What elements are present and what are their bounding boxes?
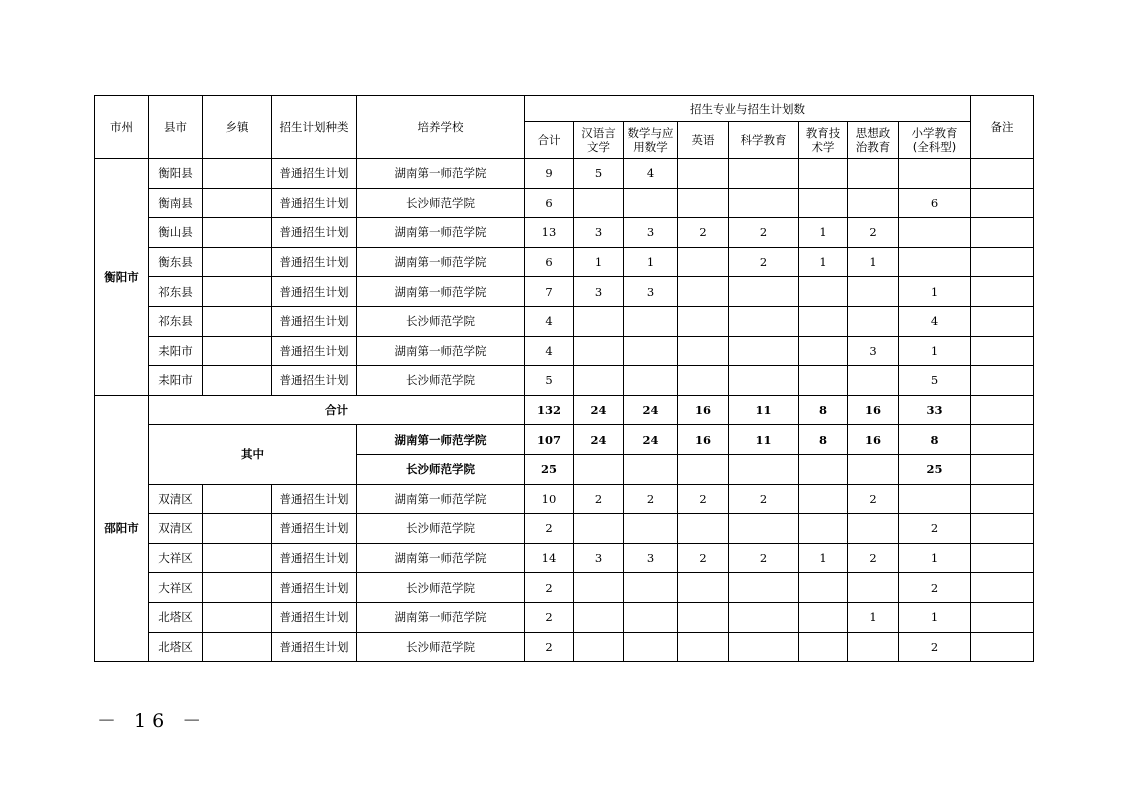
count-cell: 2 — [525, 573, 574, 603]
header-plan-type: 招生计划种类 — [272, 96, 357, 159]
county-cell: 大祥区 — [149, 573, 203, 603]
remark-cell — [971, 336, 1034, 366]
count-cell: 3 — [624, 218, 678, 248]
count-cell: 1 — [899, 336, 971, 366]
count-cell — [624, 366, 678, 396]
school-cell: 长沙师范学院 — [357, 632, 525, 662]
town-cell — [203, 602, 272, 632]
school-cell: 湖南第一师范学院 — [357, 543, 525, 573]
count-cell: 2 — [899, 573, 971, 603]
count-cell — [848, 188, 899, 218]
count-cell — [799, 573, 848, 603]
subtotal-count-cell: 8 — [899, 425, 971, 455]
count-cell: 2 — [848, 218, 899, 248]
header-major: 汉语言 文学 — [574, 122, 624, 159]
school-cell: 湖南第一师范学院 — [357, 247, 525, 277]
count-cell — [678, 188, 729, 218]
plan-type-cell: 普通招生计划 — [272, 247, 357, 277]
total-count-cell: 11 — [729, 395, 799, 425]
subtotal-school-cell: 湖南第一师范学院 — [357, 425, 525, 455]
town-cell — [203, 188, 272, 218]
county-cell: 大祥区 — [149, 543, 203, 573]
subtotal-count-cell: 24 — [624, 425, 678, 455]
table-row — [95, 247, 1034, 277]
count-cell: 3 — [574, 543, 624, 573]
header-major: 英语 — [678, 122, 729, 159]
count-cell: 13 — [525, 218, 574, 248]
plan-type-cell: 普通招生计划 — [272, 336, 357, 366]
count-cell: 5 — [899, 366, 971, 396]
table-row — [95, 632, 1034, 662]
header-town: 乡镇 — [203, 96, 272, 159]
count-cell — [848, 514, 899, 544]
count-cell: 2 — [678, 543, 729, 573]
town-cell — [203, 277, 272, 307]
enrollment-plan-table — [94, 95, 1034, 662]
table-row — [95, 306, 1034, 336]
count-cell — [678, 159, 729, 189]
header-remarks: 备注 — [971, 96, 1034, 159]
subtotal-count-cell — [678, 454, 729, 484]
count-cell: 2 — [729, 543, 799, 573]
count-cell — [799, 632, 848, 662]
count-cell — [624, 632, 678, 662]
count-cell: 2 — [525, 602, 574, 632]
count-cell — [799, 484, 848, 514]
subtotal-count-cell — [799, 454, 848, 484]
subtotal-count-cell: 25 — [525, 454, 574, 484]
subtotal-count-cell: 11 — [729, 425, 799, 455]
school-cell: 湖南第一师范学院 — [357, 277, 525, 307]
town-cell — [203, 543, 272, 573]
county-cell: 耒阳市 — [149, 366, 203, 396]
count-cell — [799, 306, 848, 336]
county-cell: 衡阳县 — [149, 159, 203, 189]
header-major: 思想政 治教育 — [848, 122, 899, 159]
subtotal-count-cell — [848, 454, 899, 484]
county-cell: 北塔区 — [149, 602, 203, 632]
remark-cell — [971, 395, 1034, 425]
count-cell — [729, 159, 799, 189]
remark-cell — [971, 218, 1034, 248]
table-row — [95, 366, 1034, 396]
county-cell: 双清区 — [149, 484, 203, 514]
header-major: 科学教育 — [729, 122, 799, 159]
count-cell: 1 — [799, 247, 848, 277]
remark-cell — [971, 514, 1034, 544]
total-count-cell: 16 — [848, 395, 899, 425]
count-cell: 14 — [525, 543, 574, 573]
count-cell: 2 — [574, 484, 624, 514]
subtotal-school-cell: 长沙师范学院 — [357, 454, 525, 484]
remark-cell — [971, 188, 1034, 218]
header-majors-group: 招生专业与招生计划数 — [525, 96, 971, 122]
count-cell: 2 — [678, 218, 729, 248]
table-row — [95, 277, 1034, 307]
count-cell — [729, 573, 799, 603]
count-cell — [624, 306, 678, 336]
count-cell — [729, 514, 799, 544]
count-cell: 2 — [525, 632, 574, 662]
header-major: 合计 — [525, 122, 574, 159]
count-cell: 1 — [848, 247, 899, 277]
plan-type-cell: 普通招生计划 — [272, 366, 357, 396]
count-cell — [574, 306, 624, 336]
plan-type-cell: 普通招生计划 — [272, 573, 357, 603]
count-cell: 5 — [574, 159, 624, 189]
table-row — [95, 484, 1034, 514]
count-cell — [574, 188, 624, 218]
count-cell — [729, 188, 799, 218]
count-cell — [899, 484, 971, 514]
total-label: 合计 — [149, 395, 525, 425]
count-cell: 6 — [899, 188, 971, 218]
count-cell — [574, 514, 624, 544]
count-cell: 2 — [729, 247, 799, 277]
count-cell — [899, 218, 971, 248]
town-cell — [203, 336, 272, 366]
header-major: 小学教育 (全科型) — [899, 122, 971, 159]
count-cell — [574, 602, 624, 632]
total-count-cell: 132 — [525, 395, 574, 425]
count-cell — [799, 602, 848, 632]
total-count-cell: 24 — [574, 395, 624, 425]
remark-cell — [971, 159, 1034, 189]
remark-cell — [971, 277, 1034, 307]
count-cell: 1 — [848, 602, 899, 632]
count-cell: 6 — [525, 188, 574, 218]
total-row — [95, 395, 1034, 425]
header-county: 县市 — [149, 96, 203, 159]
count-cell: 5 — [525, 366, 574, 396]
count-cell — [799, 159, 848, 189]
count-cell: 1 — [799, 543, 848, 573]
school-cell: 长沙师范学院 — [357, 514, 525, 544]
total-count-cell: 8 — [799, 395, 848, 425]
count-cell — [678, 632, 729, 662]
count-cell: 2 — [624, 484, 678, 514]
count-cell — [678, 336, 729, 366]
plan-type-cell: 普通招生计划 — [272, 188, 357, 218]
subtotal-count-cell — [624, 454, 678, 484]
count-cell — [729, 632, 799, 662]
count-cell: 1 — [899, 277, 971, 307]
among-label: 其中 — [149, 425, 357, 484]
count-cell — [729, 306, 799, 336]
count-cell: 4 — [624, 159, 678, 189]
count-cell: 2 — [678, 484, 729, 514]
town-cell — [203, 484, 272, 514]
count-cell — [624, 514, 678, 544]
subtotal-count-cell: 24 — [574, 425, 624, 455]
header-city: 市州 — [95, 96, 149, 159]
count-cell — [574, 632, 624, 662]
town-cell — [203, 573, 272, 603]
remark-cell — [971, 484, 1034, 514]
plan-type-cell: 普通招生计划 — [272, 277, 357, 307]
table-row — [95, 159, 1034, 189]
subtotal-count-cell: 16 — [848, 425, 899, 455]
count-cell: 1 — [799, 218, 848, 248]
plan-type-cell: 普通招生计划 — [272, 484, 357, 514]
school-cell: 湖南第一师范学院 — [357, 336, 525, 366]
count-cell — [848, 632, 899, 662]
count-cell: 3 — [624, 543, 678, 573]
remark-cell — [971, 573, 1034, 603]
count-cell: 4 — [525, 306, 574, 336]
table-row — [95, 602, 1034, 632]
count-cell — [729, 336, 799, 366]
count-cell: 2 — [899, 514, 971, 544]
count-cell: 4 — [525, 336, 574, 366]
school-cell: 长沙师范学院 — [357, 573, 525, 603]
county-cell: 衡南县 — [149, 188, 203, 218]
count-cell — [678, 247, 729, 277]
subtotal-count-cell: 16 — [678, 425, 729, 455]
count-cell — [678, 277, 729, 307]
count-cell: 7 — [525, 277, 574, 307]
remark-cell — [971, 543, 1034, 573]
count-cell — [848, 159, 899, 189]
remark-cell — [971, 454, 1034, 484]
count-cell — [899, 247, 971, 277]
subtotal-count-cell: 8 — [799, 425, 848, 455]
count-cell — [678, 306, 729, 336]
remark-cell — [971, 306, 1034, 336]
count-cell — [899, 159, 971, 189]
count-cell — [729, 277, 799, 307]
school-cell: 湖南第一师范学院 — [357, 159, 525, 189]
count-cell: 2 — [729, 218, 799, 248]
count-cell — [574, 336, 624, 366]
county-cell: 祁东县 — [149, 277, 203, 307]
count-cell: 1 — [899, 543, 971, 573]
table-row — [95, 543, 1034, 573]
count-cell — [848, 573, 899, 603]
count-cell: 2 — [525, 514, 574, 544]
town-cell — [203, 218, 272, 248]
count-cell — [799, 514, 848, 544]
count-cell — [624, 336, 678, 366]
count-cell: 3 — [574, 277, 624, 307]
count-cell: 4 — [899, 306, 971, 336]
county-cell: 祁东县 — [149, 306, 203, 336]
count-cell — [799, 188, 848, 218]
count-cell: 2 — [848, 484, 899, 514]
count-cell: 2 — [848, 543, 899, 573]
remark-cell — [971, 425, 1034, 455]
count-cell — [729, 602, 799, 632]
count-cell — [678, 573, 729, 603]
count-cell: 3 — [624, 277, 678, 307]
subtotal-row — [95, 425, 1034, 455]
count-cell — [624, 573, 678, 603]
count-cell — [574, 366, 624, 396]
remark-cell — [971, 602, 1034, 632]
remark-cell — [971, 366, 1034, 396]
total-count-cell: 33 — [899, 395, 971, 425]
count-cell: 2 — [729, 484, 799, 514]
plan-type-cell: 普通招生计划 — [272, 632, 357, 662]
town-cell — [203, 366, 272, 396]
count-cell — [678, 602, 729, 632]
count-cell — [799, 336, 848, 366]
subtotal-count-cell: 25 — [899, 454, 971, 484]
table-row — [95, 336, 1034, 366]
subtotal-count-cell — [729, 454, 799, 484]
plan-type-cell: 普通招生计划 — [272, 306, 357, 336]
page-number: － 16 － — [97, 710, 208, 732]
remark-cell — [971, 247, 1034, 277]
plan-type-cell: 普通招生计划 — [272, 602, 357, 632]
count-cell — [848, 366, 899, 396]
town-cell — [203, 247, 272, 277]
town-cell — [203, 632, 272, 662]
count-cell — [848, 306, 899, 336]
count-cell: 6 — [525, 247, 574, 277]
county-cell: 衡东县 — [149, 247, 203, 277]
school-cell: 湖南第一师范学院 — [357, 218, 525, 248]
table-row — [95, 188, 1034, 218]
city-cell-hengyang: 衡阳市 — [95, 159, 149, 396]
total-count-cell: 16 — [678, 395, 729, 425]
table-row — [95, 218, 1034, 248]
count-cell: 9 — [525, 159, 574, 189]
count-cell: 3 — [848, 336, 899, 366]
table-row — [95, 573, 1034, 603]
header-school: 培养学校 — [357, 96, 525, 159]
count-cell — [729, 366, 799, 396]
count-cell — [678, 514, 729, 544]
town-cell — [203, 514, 272, 544]
subtotal-count-cell: 107 — [525, 425, 574, 455]
county-cell: 衡山县 — [149, 218, 203, 248]
header-major: 数学与应 用数学 — [624, 122, 678, 159]
town-cell — [203, 306, 272, 336]
count-cell — [678, 366, 729, 396]
plan-type-cell: 普通招生计划 — [272, 514, 357, 544]
school-cell: 湖南第一师范学院 — [357, 484, 525, 514]
county-cell: 双清区 — [149, 514, 203, 544]
subtotal-count-cell — [574, 454, 624, 484]
plan-type-cell: 普通招生计划 — [272, 543, 357, 573]
county-cell: 耒阳市 — [149, 336, 203, 366]
remark-cell — [971, 632, 1034, 662]
count-cell: 3 — [574, 218, 624, 248]
count-cell — [799, 366, 848, 396]
school-cell: 长沙师范学院 — [357, 366, 525, 396]
count-cell: 1 — [624, 247, 678, 277]
count-cell: 10 — [525, 484, 574, 514]
count-cell — [848, 277, 899, 307]
plan-type-cell: 普通招生计划 — [272, 159, 357, 189]
count-cell — [574, 573, 624, 603]
table-row — [95, 514, 1034, 544]
count-cell: 1 — [574, 247, 624, 277]
header-major: 教育技 术学 — [799, 122, 848, 159]
count-cell — [799, 277, 848, 307]
town-cell — [203, 159, 272, 189]
count-cell — [624, 188, 678, 218]
school-cell: 湖南第一师范学院 — [357, 602, 525, 632]
plan-type-cell: 普通招生计划 — [272, 218, 357, 248]
school-cell: 长沙师范学院 — [357, 306, 525, 336]
count-cell: 2 — [899, 632, 971, 662]
total-count-cell: 24 — [624, 395, 678, 425]
school-cell: 长沙师范学院 — [357, 188, 525, 218]
county-cell: 北塔区 — [149, 632, 203, 662]
count-cell — [624, 602, 678, 632]
count-cell: 1 — [899, 602, 971, 632]
city-cell-shaoyang: 邵阳市 — [95, 395, 149, 661]
